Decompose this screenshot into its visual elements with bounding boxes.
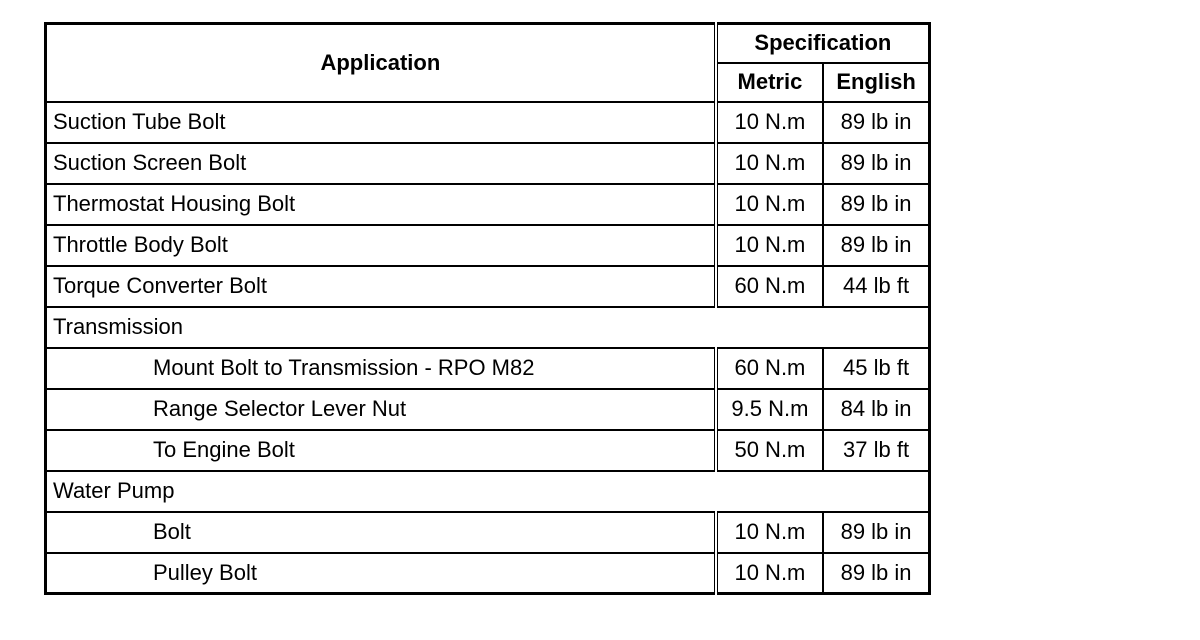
table-row bbox=[46, 102, 930, 143]
english-cell: 37 lb ft bbox=[823, 430, 929, 471]
english-cell: 89 lb in bbox=[823, 184, 929, 225]
metric-cell: 10 N.m bbox=[716, 102, 823, 143]
table-row bbox=[46, 553, 930, 594]
metric-cell: 60 N.m bbox=[716, 266, 823, 307]
english-cell: 89 lb in bbox=[823, 143, 929, 184]
specification-header: Specification bbox=[716, 24, 930, 63]
section-row bbox=[46, 307, 930, 348]
section-heading: Water Pump bbox=[46, 471, 930, 512]
metric-cell: 60 N.m bbox=[716, 348, 823, 389]
english-header: English bbox=[823, 63, 929, 102]
table-row bbox=[46, 430, 930, 471]
application-cell: Suction Screen Bolt bbox=[46, 143, 716, 184]
application-header: Application bbox=[46, 24, 716, 102]
english-cell: 89 lb in bbox=[823, 553, 929, 594]
metric-cell: 9.5 N.m bbox=[716, 389, 823, 430]
metric-header: Metric bbox=[716, 63, 823, 102]
english-cell: 84 lb in bbox=[823, 389, 929, 430]
table-row bbox=[46, 184, 930, 225]
application-cell: Range Selector Lever Nut bbox=[46, 389, 716, 430]
application-cell: Thermostat Housing Bolt bbox=[46, 184, 716, 225]
english-cell: 89 lb in bbox=[823, 225, 929, 266]
english-cell: 44 lb ft bbox=[823, 266, 929, 307]
application-cell: Torque Converter Bolt bbox=[46, 266, 716, 307]
metric-cell: 10 N.m bbox=[716, 184, 823, 225]
application-cell: Bolt bbox=[46, 512, 716, 553]
table-row bbox=[46, 266, 930, 307]
english-cell: 89 lb in bbox=[823, 102, 929, 143]
metric-cell: 50 N.m bbox=[716, 430, 823, 471]
application-cell: To Engine Bolt bbox=[46, 430, 716, 471]
fastener-spec-table bbox=[44, 22, 931, 595]
english-cell: 45 lb ft bbox=[823, 348, 929, 389]
metric-cell: 10 N.m bbox=[716, 553, 823, 594]
table-row bbox=[46, 389, 930, 430]
table-row bbox=[46, 225, 930, 266]
metric-cell: 10 N.m bbox=[716, 143, 823, 184]
table-row bbox=[46, 348, 930, 389]
metric-cell: 10 N.m bbox=[716, 512, 823, 553]
application-cell: Throttle Body Bolt bbox=[46, 225, 716, 266]
section-row bbox=[46, 471, 930, 512]
table-row bbox=[46, 143, 930, 184]
application-cell: Pulley Bolt bbox=[46, 553, 716, 594]
section-heading: Transmission bbox=[46, 307, 930, 348]
application-cell: Suction Tube Bolt bbox=[46, 102, 716, 143]
table-row bbox=[46, 512, 930, 553]
application-cell: Mount Bolt to Transmission - RPO M82 bbox=[46, 348, 716, 389]
english-cell: 89 lb in bbox=[823, 512, 929, 553]
metric-cell: 10 N.m bbox=[716, 225, 823, 266]
